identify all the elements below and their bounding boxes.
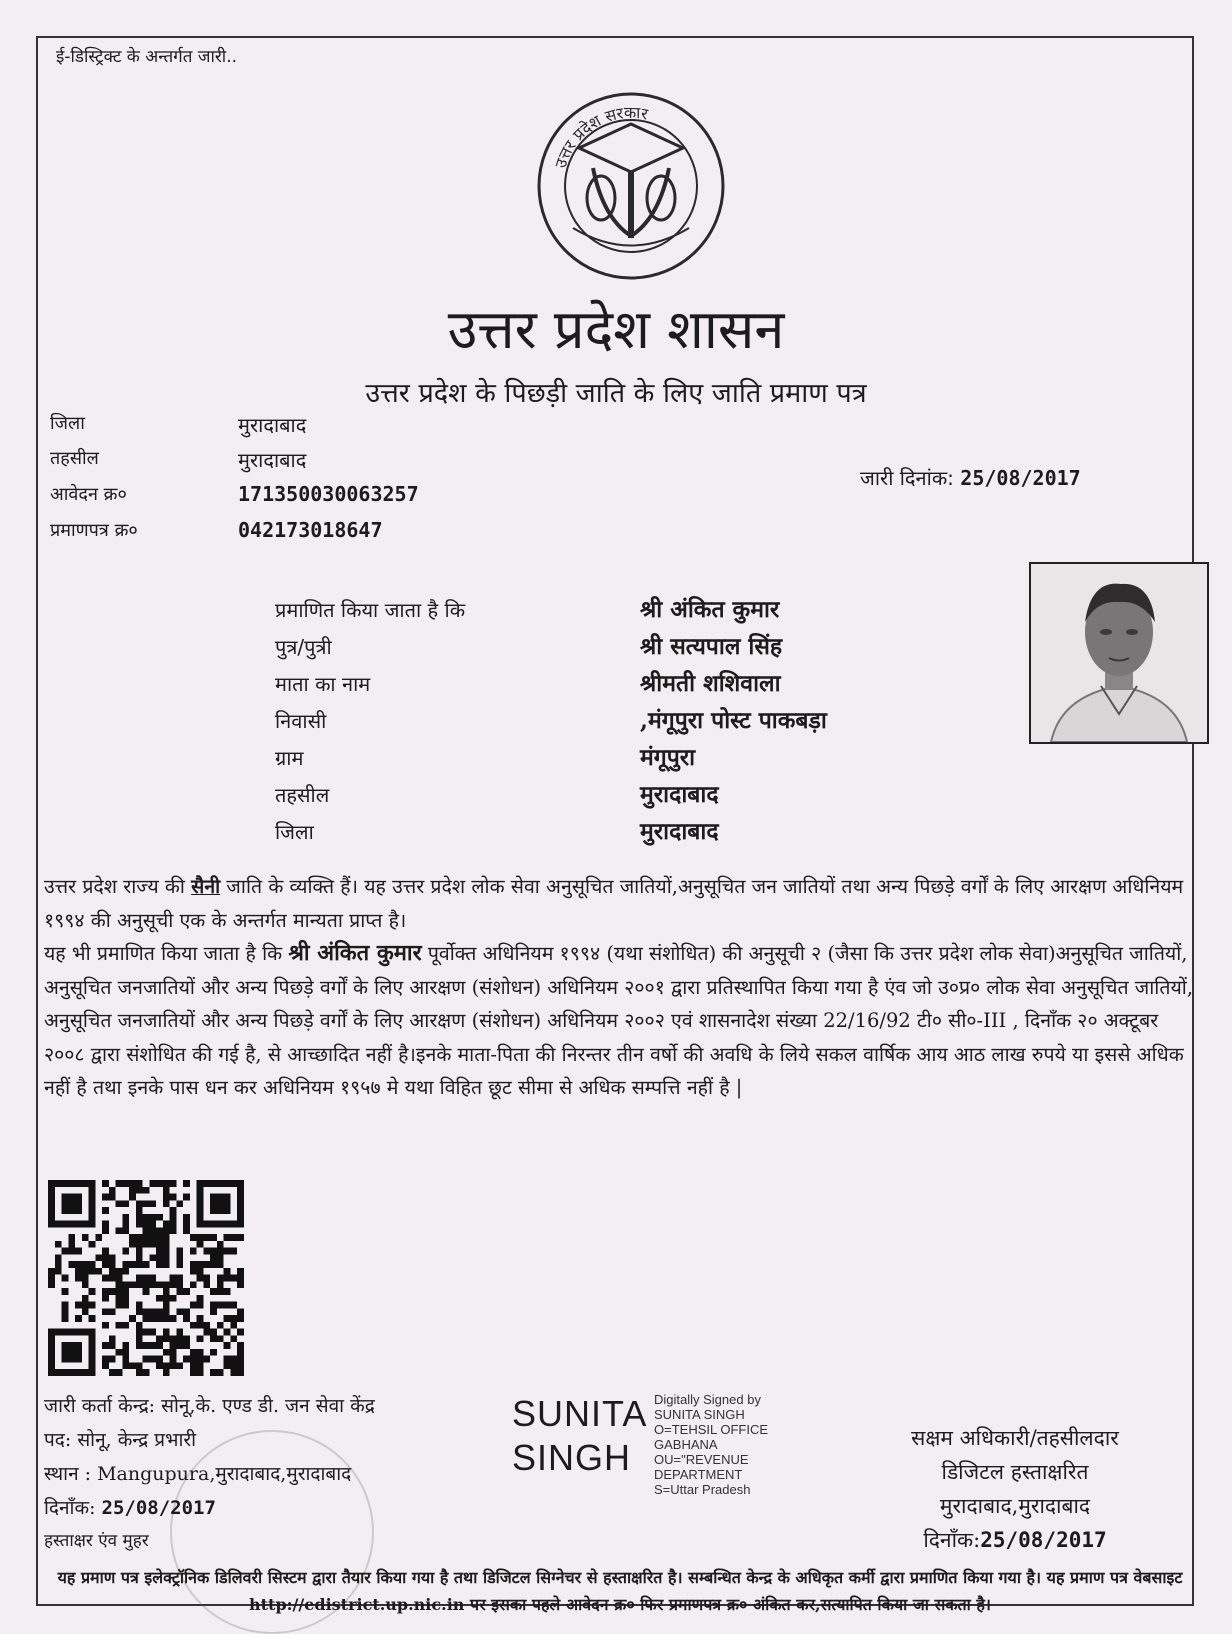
applicant-photo — [1029, 562, 1209, 744]
digital-signature-details: Digitally Signed by SUNITA SINGH O=TEHSIL OFFICE GABHANA OU="REVENUE DEPARTMENT S=Uttar Pradesh — [654, 1392, 769, 1497]
mother-name: श्रीमती शशिवाला — [640, 670, 781, 697]
certificate-subtitle: उत्तर प्रदेश के पिछड़ी जाति के लिए जाति प्रमाण पत्र — [365, 378, 867, 409]
issued-under-edistrict: ई-डिस्ट्रिक्ट के अन्तर्गत जारी.. — [56, 47, 238, 67]
digital-signer-name: SUNITA SINGH — [512, 1393, 648, 1478]
svg-text:उत्तर प्रदेश सरकार: उत्तर प्रदेश सरकार — [550, 102, 650, 171]
verification-footer-note: यह प्रमाण पत्र इलेक्ट्रॉनिक डिलिवरी सिस्टम द्वारा तैयार किया गया है तथा डिजिटल सिग्नेचर से हस्ताक्षरित है। सम्बन्धित केन्द्र के अधिकृत कर्मी द्वारा प्रमाणित किया गया है। यह प्रमाण पत्र वेबसाइट http://edistrict.up.nic.in पर इसका पहले आवेदन क्र० फिर प्रमाणपत्र क्र० अंकित कर,सत्यापित किया जा सकता है। — [57, 1568, 1183, 1614]
applicant-name: श्री अंकित कुमार — [640, 596, 780, 623]
issue-date-label: जारी दिनांक: — [860, 466, 954, 490]
district-detail-value: मुरादाबाद — [640, 818, 719, 845]
district-detail-label: जिला — [275, 820, 314, 844]
application-no-label: आवेदन क्र० — [50, 484, 127, 505]
digitally-signed-label: डिजिटल हस्ताक्षरित — [941, 1460, 1089, 1484]
application-no-value: 171350030063257 — [238, 482, 419, 506]
issue-date-value: 25/08/2017 — [960, 466, 1081, 490]
district-label: जिला — [50, 413, 85, 434]
resident-value: ,मंगूपुरा पोस्ट पाकबड़ा — [640, 707, 827, 734]
caste-recognition-paragraph: उत्तर प्रदेश राज्य की सैनी जाति के व्यक्ति हैं। यह उत्तर प्रदेश लोक सेवा अनुसूचित जातियों,अनुसूचित जन जातियों तथा अन्य पिछड़े वर्गों के लिए आरक्षण अधिनियम १९९४ की अनुसूची एक के अन्तर्गत मान्यता प्राप्त है। — [44, 875, 1184, 932]
tehsil-detail-value: मुरादाबाद — [640, 781, 719, 808]
officer-place: मुरादाबाद,मुरादाबाद — [939, 1494, 1091, 1518]
tehsil-label: तहसील — [50, 448, 99, 469]
issuer-post: पद: सोनू, केन्द्र प्रभारी — [44, 1429, 197, 1451]
district-value: मुरादाबाद — [238, 413, 307, 437]
verification-qr-code — [48, 1180, 244, 1376]
issuer-date: दिनाँक: 25/08/2017 — [44, 1497, 216, 1519]
resident-label: निवासी — [275, 709, 327, 733]
tehsil-detail-label: तहसील — [275, 783, 330, 807]
village-value: मंगूपुरा — [640, 744, 696, 771]
issuer-place: स्थान : Mangupura,मुरादाबाद,मुरादाबाद — [44, 1463, 352, 1485]
mother-name-label: माता का नाम — [275, 672, 371, 696]
issue-date — [860, 464, 1081, 491]
competent-officer-title: सक्षम अधिकारी/तहसीलदार — [911, 1426, 1119, 1450]
caste-name: सैनी — [191, 875, 221, 898]
certificate-no-value: 042173018647 — [238, 518, 383, 542]
up-government-emblem-icon — [533, 88, 729, 284]
creamy-layer-paragraph: यह भी प्रमाणित किया जाता है कि श्री अंकित कुमार पूर्वोक्त अधिनियम १९९४ (यथा संशोधित) की अनुसूची २ (जैसा कि उत्तर प्रदेश लोक सेवा)अनुसूचित जातियों, अनुसूचित जनजातियों और अन्य पिछड़े वर्गों के लिए आरक्षण (संशोधन) अधिनियम २००१ द्वारा प्रतिस्थापित किया गया है एंव जो उ०प्र० लोक सेवा अनुसूचित जातियों, अनुसूचित जनजातियों और अन्य पिछड़े वर्गों के लिए आरक्षण (संशोधन) अधिनियम २००२ एवं शासनादेश संख्या 22/16/92 टी० सी०-III , दिनाँक २० अक्टूबर २००८ द्वारा संशोधित की गई है, से आच्छादित नहीं है।इनके माता-पिता की निरन्तर तीन वर्षो की अवधि के लिये सकल वार्षिक आय आठ लाख रुपये या इससे अधिक नहीं है तथा इनके पास धन कर अधिनियम १९५७ मे यथा विहित छूट सीमा से अधिक सम्पत्ति नहीं है | — [44, 940, 1194, 1099]
tehsil-value: मुरादाबाद — [238, 448, 307, 472]
son-daughter-label: पुत्र/पुत्री — [275, 635, 332, 659]
page-title: उत्तर प्रदेश शासन — [447, 298, 785, 361]
village-label: ग्राम — [275, 746, 304, 770]
applicant-name-inline: श्री अंकित कुमार — [288, 940, 422, 966]
certified-label: प्रमाणित किया जाता है कि — [275, 598, 466, 622]
father-name: श्री सत्यपाल सिंह — [640, 633, 783, 660]
certificate-no-label: प्रमाणपत्र क्र० — [50, 520, 138, 541]
issuing-center: जारी कर्ता केन्द्र: सोनू,के. एण्ड डी. जन सेवा केंद्र — [44, 1395, 375, 1417]
officer-date: दिनाँक:25/08/2017 — [923, 1528, 1107, 1552]
signature-and-seal-label: हस्ताक्षर एंव मुहर — [44, 1531, 149, 1551]
